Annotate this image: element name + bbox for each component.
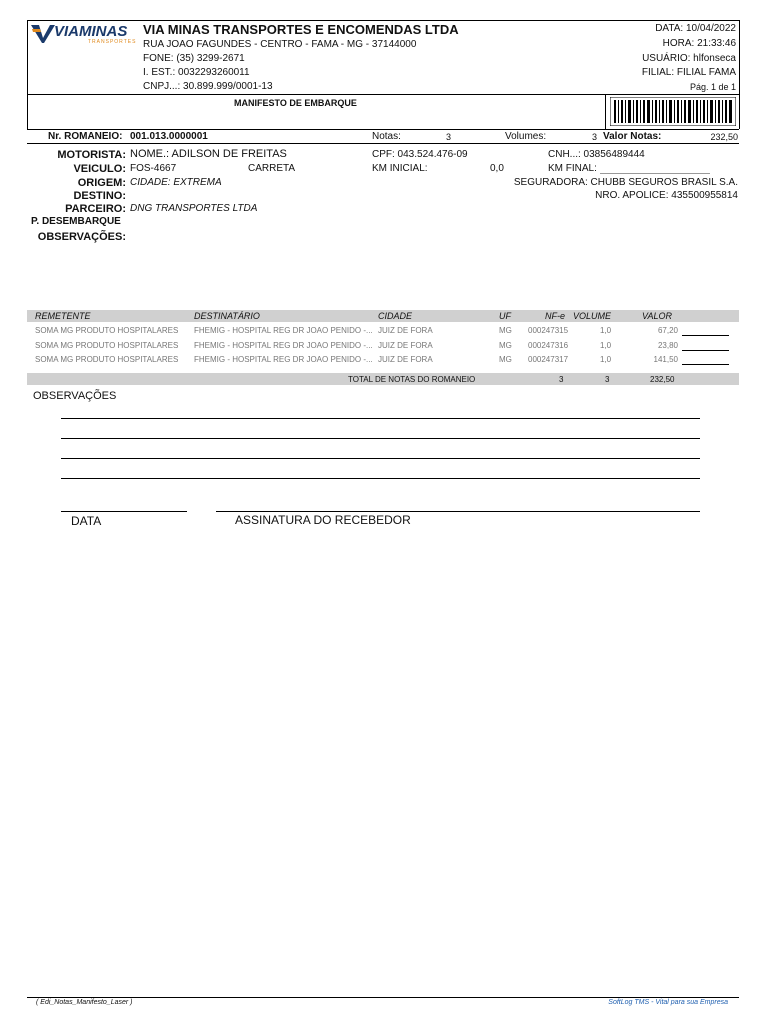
origem-label: ORIGEM: [77, 177, 126, 189]
total-valor: 232,50 [650, 375, 675, 384]
row-destinatario: FHEMIG - HOSPITAL REG DR JOAO PENIDO -... [194, 341, 373, 350]
cpf-value: CPF: 043.524.476-09 [372, 149, 468, 160]
volumes-value: 3 [592, 132, 598, 142]
row-nfe: 000247316 [528, 341, 569, 350]
obs-line [61, 478, 700, 479]
motorista-label: MOTORISTA: [57, 149, 126, 161]
row-remetente: SOMA MG PRODUTO HOSPITALARES [35, 341, 179, 350]
logo-subtext: TRANSPORTES [88, 39, 137, 45]
barcode [610, 97, 736, 126]
row-valor: 23,80 [657, 341, 678, 350]
col-remetente: REMETENTE [35, 311, 91, 321]
print-date: DATA: 10/04/2022 [655, 23, 736, 34]
row-uf: MG [499, 326, 512, 335]
row-remetente: SOMA MG PRODUTO HOSPITALARES [35, 326, 179, 335]
cnh-value: CNH...: 03856489444 [548, 149, 645, 160]
veiculo-label: VEICULO: [73, 163, 126, 175]
row-volume: 1,0 [600, 326, 612, 335]
row-cidade: JUIZ DE FORA [378, 355, 433, 364]
row-destinatario: FHEMIG - HOSPITAL REG DR JOAO PENIDO -... [194, 355, 373, 364]
company-phone: FONE: (35) 3299-2671 [143, 53, 245, 64]
document-title: MANIFESTO DE EMBARQUE [234, 98, 357, 108]
row-volume: 1,0 [600, 355, 612, 364]
row-uf: MG [499, 341, 512, 350]
obs-line [61, 438, 700, 439]
row-valor: 141,50 [653, 355, 678, 364]
page-number: Pág. 1 de 1 [689, 82, 736, 92]
footer-report-name: ( Edi_Notas_Manifesto_Laser ) [36, 999, 133, 1006]
print-user: USUÁRIO: hlfonseca [642, 53, 736, 64]
col-valor: VALOR [642, 311, 673, 321]
company-logo [30, 22, 136, 46]
obs-line [61, 458, 700, 459]
origem-value: CIDADE: EXTREMA [130, 177, 222, 188]
logo-mark-icon [30, 22, 56, 44]
motorista-value: NOME.: ADILSON DE FREITAS [130, 148, 287, 160]
row-nfe: 000247317 [528, 355, 569, 364]
parceiro-value: DNG TRANSPORTES LTDA [130, 203, 258, 214]
observacoes-heading: OBSERVAÇÕES [33, 390, 117, 402]
col-nfe: NF-e [545, 311, 565, 321]
km-final-label: KM FINAL: [548, 163, 597, 174]
row-destinatario: FHEMIG - HOSPITAL REG DR JOAO PENIDO -... [194, 326, 373, 335]
observacoes-label: OBSERVAÇÕES: [37, 231, 126, 243]
col-uf: UF [499, 311, 511, 321]
col-destinatario: DESTINATÁRIO [194, 311, 260, 321]
col-cidade: CIDADE [378, 311, 413, 321]
barcode-icon [610, 97, 736, 126]
parceiro-label: PARCEIRO: [65, 203, 126, 215]
date-signature-line [61, 511, 187, 512]
row-cidade: JUIZ DE FORA [378, 326, 433, 335]
destino-label: DESTINO: [73, 190, 126, 202]
col-volume: VOLUME [573, 311, 612, 321]
total-label: TOTAL DE NOTAS DO ROMANEIO [348, 375, 476, 384]
receiver-signature-line [216, 511, 700, 512]
total-notas: 3 [559, 375, 564, 384]
desembarque-label: P. DESEMBARQUE [31, 216, 121, 227]
company-cnpj: CNPJ...: 30.899.999/0001-13 [143, 81, 273, 92]
row-remetente: SOMA MG PRODUTO HOSPITALARES [35, 355, 179, 364]
km-inicial-label: KM INICIAL: [372, 163, 428, 174]
total-volumes: 3 [605, 375, 610, 384]
company-name: VIA MINAS TRANSPORTES E ENCOMENDAS LTDA [143, 22, 459, 37]
row-valor: 67,20 [657, 326, 678, 335]
apolice-value: NRO. APOLICE: 435500955814 [595, 190, 738, 201]
print-branch: FILIAL: FILIAL FAMA [641, 67, 736, 78]
romaneio-label: Nr. ROMANEIO: [48, 131, 123, 142]
km-inicial-value: 0,0 [490, 163, 504, 174]
carreta-label: CARRETA [248, 163, 296, 174]
receiver-signature-label: ASSINATURA DO RECEBEDOR [235, 513, 411, 527]
volumes-label: Volumes: [505, 131, 547, 142]
footer-software: SoftLog TMS - Vital para sua Empresa [608, 999, 728, 1006]
valor-notas-value: 232,50 [710, 132, 738, 142]
logo-text: VIAMINAS [54, 23, 128, 40]
row-cidade: JUIZ DE FORA [378, 341, 433, 350]
row-nfe: 000247315 [528, 326, 569, 335]
veiculo-value: FOS-4667 [130, 163, 177, 174]
company-ie: I. EST.: 0032293260011 [143, 67, 250, 78]
print-time: HORA: 21:33:46 [662, 38, 736, 49]
company-address: RUA JOAO FAGUNDES - CENTRO - FAMA - MG - 37144000 [143, 39, 417, 50]
notas-label: Notas: [372, 131, 401, 142]
valor-notas-label: Valor Notas: [603, 131, 662, 142]
obs-line [61, 418, 700, 419]
notas-value: 3 [446, 132, 452, 142]
date-label: DATA [71, 514, 102, 528]
romaneio-value: 001.013.0000001 [130, 131, 208, 142]
row-uf: MG [499, 355, 512, 364]
seguradora-value: SEGURADORA: CHUBB SEGUROS BRASIL S.A. [513, 177, 738, 188]
row-volume: 1,0 [600, 341, 612, 350]
